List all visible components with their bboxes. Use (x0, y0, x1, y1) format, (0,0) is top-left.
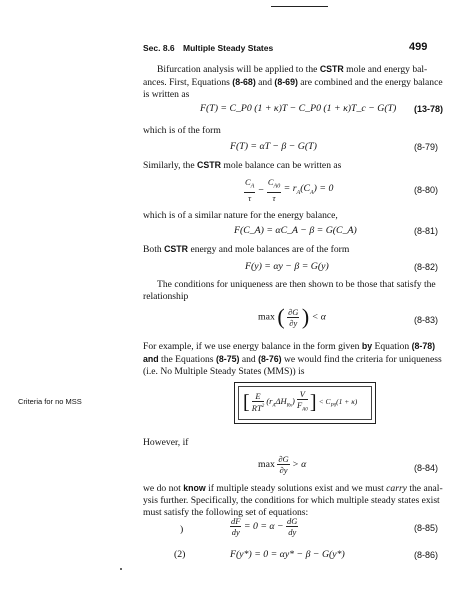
equation-8-86-label: (2) (174, 549, 186, 560)
paragraph-however: However, if (143, 437, 189, 448)
equation-8-86: F(y*) = 0 = αy* − β − G(y*) (230, 549, 345, 560)
paragraph-uniqueness: The conditions for uniqueness are then shown to be those that satisfy the relationship (143, 279, 436, 302)
equation-number-8-84: (8-84) (414, 463, 439, 473)
equation-number-8-81: (8-81) (414, 226, 439, 236)
equation-number-8-82: (8-82) (414, 262, 439, 272)
paragraph-form: which is of the form (143, 125, 221, 136)
paragraph-multiple-states: we do not know if multiple steady solutions exist and we must carry the anal- ysis further. Specifically, the conditions for which multiple steady states exist must satisfy the following set of equations: (143, 483, 443, 518)
equation-number-8-79: (8-79) (414, 142, 439, 152)
page-number: 499 (409, 41, 428, 53)
paragraph-intro: Bifurcation analysis will be applied to the CSTR mole and energy bal- ances. First, Equations (8-68) and (8-69) are combined and the energy balance is written as (143, 64, 443, 100)
margin-note: Criteria for no MSS (18, 397, 82, 406)
chapter-title: Multiple Steady States (183, 43, 274, 53)
equation-number-8-86: (8-86) (414, 550, 439, 560)
equation-8-82: F(y) = αy − β = G(y) (245, 261, 329, 272)
equation-8-83: max ( $\frac{\partial G}{\partial y}$ ) < α (258, 304, 326, 329)
equation-8-80: $\frac{C_A}{\tau}$ − $\frac{C_{A0}}{\tau}$ = $r_A(C_A) = 0$ (245, 177, 334, 203)
equation-8-85-label: ) (180, 524, 184, 535)
section-label: Sec. 8.6 (143, 43, 175, 53)
equation-8-81: F(C_A) = αC_A − β = G(C_A) (234, 225, 357, 236)
equation-13-78: F(T) = C_P0 (1 + κ)T − C_P0 (1 + κ)T_c − G(T) (200, 103, 397, 114)
criterion-equation: [ $\frac{E}{RT^2}$ $(r_A\Delta H_{Rx})$ $\frac{V}{F_{A0}}$ ] < $C_{P0}(1 + \kappa)$ (243, 389, 358, 414)
equation-8-85: $\frac{dF}{dy}$ = 0 = α − $\frac{dG}{dy}$ (231, 516, 298, 537)
paragraph-both-balances: Both CSTR energy and mole balances are of the form (143, 244, 350, 255)
top-rule (271, 6, 328, 7)
equation-number-8-85: (8-85) (414, 523, 439, 533)
paragraph-similar-nature: which is of a similar nature for the energy balance, (143, 210, 338, 221)
paragraph-example: For example, if we use energy balance in the form given by Equation (8-78) and the Equations (8-75) and (8-76) we would find the criteria for uniqueness (i.e. No Multiple Steady States (MMS)) is (143, 341, 442, 377)
paragraph-mole-balance: Similarly, the CSTR mole balance can be written as (143, 160, 342, 171)
scan-speck (120, 568, 122, 570)
equation-8-79: F(T) = αT − β − G(T) (230, 141, 317, 152)
equation-8-84: max $\frac{\partial G}{\partial y}$ > α (258, 454, 307, 475)
equation-number-8-83: (8-83) (414, 315, 439, 325)
criterion-box (234, 382, 376, 424)
equation-number-8-80: (8-80) (414, 185, 439, 195)
equation-number-13-78: (13-78) (414, 104, 444, 114)
